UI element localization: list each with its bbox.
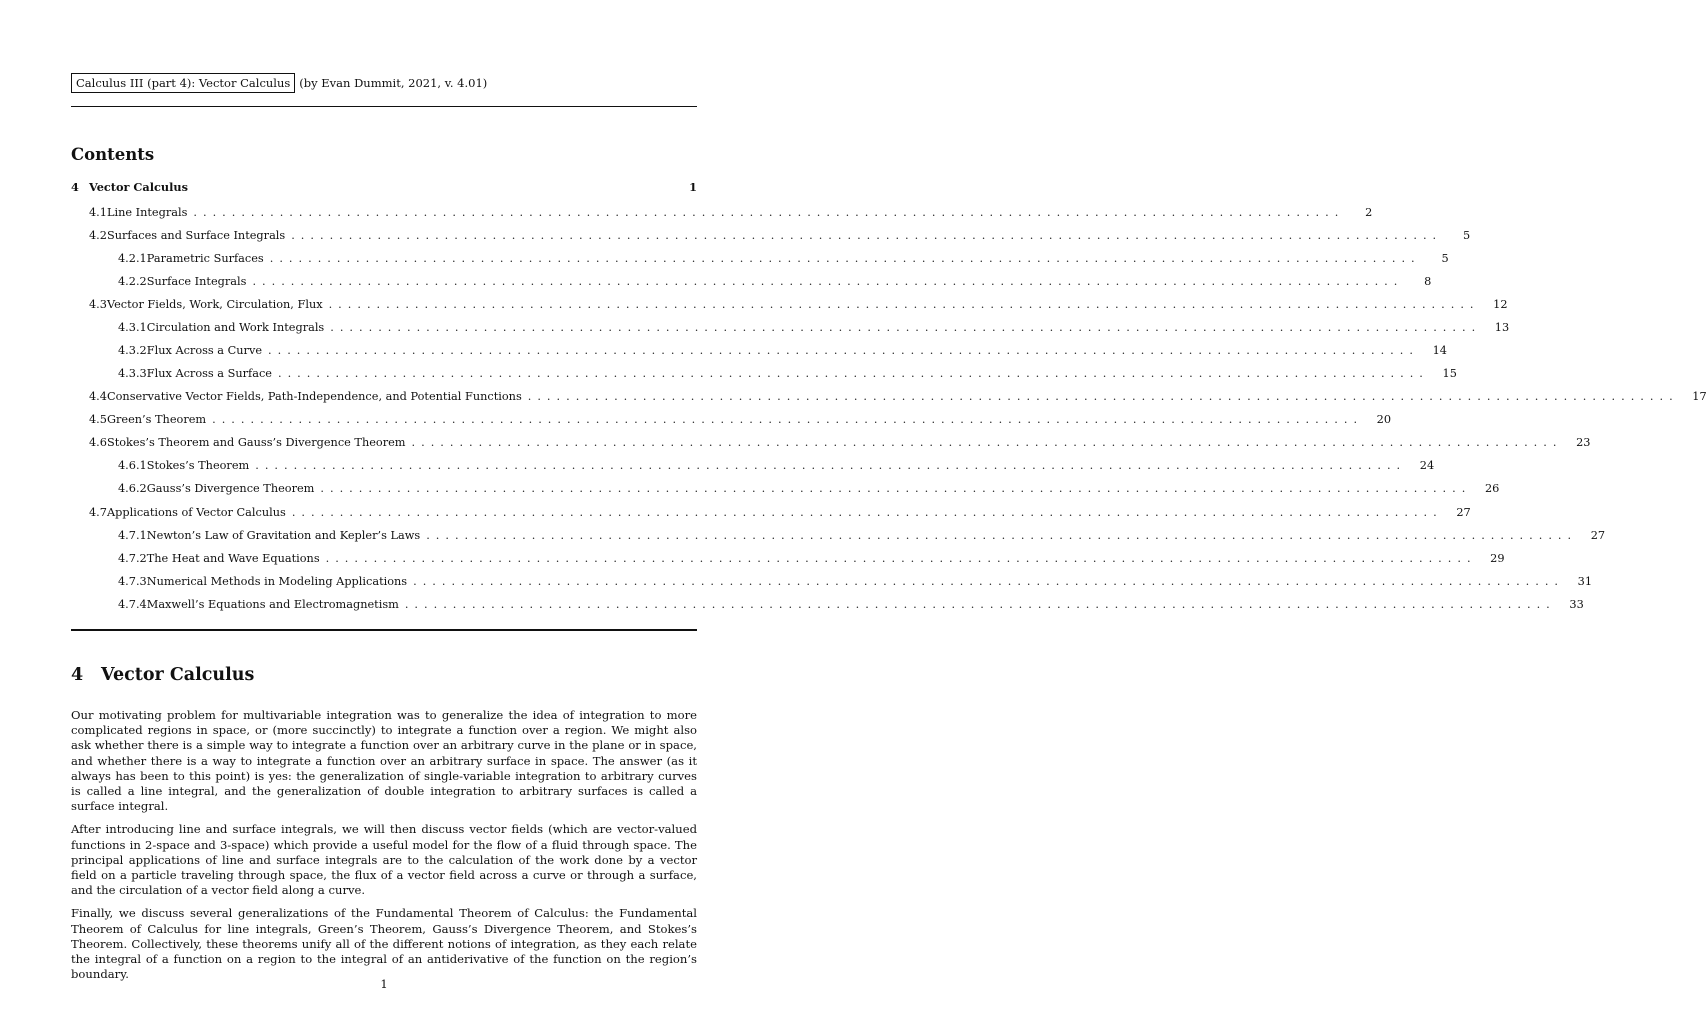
section-heading [71,665,254,685]
toc-entry-page: 14 [1432,344,1447,357]
toc-entry-number: 4.3 [89,298,107,311]
toc-entry[interactable] [71,459,1435,475]
toc-entry-page: 24 [1419,459,1435,472]
toc-entry[interactable] [71,252,1449,268]
toc-entry-page: 27 [1456,506,1471,519]
toc-entry-label: Green’s Theorem [106,413,207,426]
toc-entry-label: Maxwell’s Equations and Electromagnetism [146,598,399,611]
toc-leader-dots: ........................................................................................................................ [269,252,1421,265]
header-byline: (by Evan Dummit, 2021, v. 4.01) [299,76,488,90]
toc-entry-page: 13 [1494,321,1510,334]
toc-entry-number: 4.6 [89,436,107,449]
toc-entry-label: Stokes’s Theorem and Gauss’s Divergence Theorem [106,436,406,449]
toc-entry-label: Flux Across a Curve [146,344,263,357]
toc-entry-page: 26 [1484,482,1500,495]
toc-entry-number: 4.7.4 [118,598,147,611]
header-rule [71,106,697,107]
toc-entry-page: 8 [1424,275,1432,288]
toc-leader-dots: ........................................................................................................................ [255,459,1407,472]
toc-entry[interactable] [71,413,1392,429]
toc-entry-page: 5 [1462,229,1471,242]
toc-entry-number: 4.4 [89,390,107,403]
toc-entry[interactable] [71,206,1373,222]
toc-entry[interactable] [71,482,1500,498]
toc-entry-label: Applications of Vector Calculus [106,506,286,519]
toc-entry-page: 33 [1569,598,1584,611]
toc-entry-number: 4.1 [89,206,107,219]
toc-entry-label: Newton’s Law of Gravitation and Kepler’s Laws [146,529,421,542]
header-boxed-title: Calculus III (part 4): Vector Calculus [71,73,295,93]
toc-entry-number: 4.7 [89,506,107,519]
toc-leader-dots: ........................................................................................................................ [426,529,1578,542]
toc-leader-dots: ........................................................................................................................ [277,367,1429,380]
toc-leader-dots: ........................................................................................................................ [252,275,1404,288]
toc-entry-page: 12 [1493,298,1508,311]
toc-entry-label: Parametric Surfaces [146,252,264,265]
toc-entry-number: 4.3.1 [118,321,147,334]
section-title: Vector Calculus [101,665,255,685]
toc-leader-dots: ........................................................................................................................ [212,413,1364,426]
toc-leader-dots: ........................................................................................................................ [268,344,1419,357]
toc-entry-number: 4.6.1 [118,459,147,472]
toc-entry-label: Flux Across a Surface [146,367,272,380]
toc-entry-label: Vector Calculus [89,180,188,194]
toc-entry-label: Circulation and Work Integrals [146,321,325,334]
toc-entry[interactable] [71,436,1591,452]
toc-leader-dots: ........................................................................................................................ [404,598,1556,611]
toc-entry[interactable] [71,390,1707,406]
toc-entry-page: 2 [1365,206,1373,219]
toc-entry-number: 4.3.3 [118,367,147,380]
toc-entry[interactable] [71,575,1593,591]
toc-leader-dots: ........................................................................................................................ [193,206,1345,219]
toc-entry-label: Surface Integrals [146,275,247,288]
toc-end-rule [71,629,697,631]
section-body [71,708,697,990]
toc-entry-number: 4.2.1 [118,252,147,265]
toc-entry-page: 20 [1376,413,1392,426]
toc-entry-label: Vector Fields, Work, Circulation, Flux [106,298,323,311]
toc-entry[interactable] [71,180,697,196]
toc-entry-label: Stokes’s Theorem [146,459,250,472]
toc-entry-number: 4.2.2 [118,275,147,288]
toc-entry[interactable] [71,229,1471,245]
toc-entry-label: The Heat and Wave Equations [146,552,320,565]
toc-entry[interactable] [71,529,1606,545]
toc-leader-dots: ........................................................................................................................ [291,506,1443,519]
toc-entry-number: 4 [71,180,79,194]
toc-entry-number: 4.5 [89,413,107,426]
toc-leader-dots: ........................................................................................................................ [527,390,1679,403]
toc-leader-dots: ........................................................................................................................ [291,229,1443,242]
document-header [71,73,487,93]
toc-entry-page: 15 [1442,367,1457,380]
toc-entry-label: Line Integrals [106,206,188,219]
toc-entry-label: Surfaces and Surface Integrals [106,229,286,242]
toc-entry[interactable] [71,598,1584,614]
toc-entry[interactable] [71,344,1447,360]
toc-leader-dots: ........................................................................................................................ [320,482,1472,495]
toc-entry-number: 4.6.2 [118,482,147,495]
toc-entry[interactable] [71,506,1471,522]
toc-entry-number: 4.3.2 [118,344,147,357]
toc-entry[interactable] [71,552,1505,568]
toc-entry-page: 23 [1576,436,1591,449]
toc-leader-dots: ........................................................................................................................ [325,552,1477,565]
toc-entry-label: Conservative Vector Fields, Path-Independence, and Potential Functions [106,390,522,403]
toc-title: Contents [71,145,155,164]
section-number: 4 [71,665,84,685]
toc-entry-page: 29 [1490,552,1505,565]
toc-leader-dots: ........................................................................................................................ [413,575,1565,588]
toc-entry-number: 4.7.3 [118,575,147,588]
toc-entry-page: 1 [689,180,697,194]
body-paragraph: Our motivating problem for multivariable integration was to generalize the idea of integration to more complicated regions in space, or (more succinctly) to integrate a function over a region. We might also ask whether there is a simple way to integrate a function over an arbitrary curve in the plane or in space, and whether there is a way to integrate a function over an arbitrary surface in space. The answer (as it always has been to this point) is yes: the generalization of single-variable integration to arbitrary curves is called a line integral, and the generalization of double integration to arbitrary surfaces is called a surface integral. [71,708,697,814]
toc-entry-number: 4.7.1 [118,529,147,542]
toc-entry[interactable] [71,275,1432,291]
page-number: 1 [380,977,388,991]
toc-leader-dots: ........................................................................................................................ [328,298,1480,311]
toc-entry-label: Gauss’s Divergence Theorem [146,482,315,495]
toc-entry[interactable] [71,298,1508,314]
toc-entry-page: 17 [1692,390,1707,403]
body-paragraph: After introducing line and surface integrals, we will then discuss vector fields (which are vector-valued functions in 2-space and 3-space) which provide a useful model for the flow of a fluid through space. The principal applications of line and surface integrals are to the calculation of the work done by a vector field on a particle traveling through space, the flux of a vector field across a curve or through a surface, and the circulation of a vector field along a curve. [71,822,697,898]
toc-entry-number: 4.2 [89,229,107,242]
body-paragraph: Finally, we discuss several generalizations of the Fundamental Theorem of Calculus: the Fundamental Theorem of Calculus for line integrals, Green’s Theorem, Gauss’s Divergence Theorem, and Stokes’s Theorem. Collectively, these theorems unify all of the different notions of integration, as they each relate the integral of a function on a region to the integral of an antiderivative of the function on the region’s boundary. [71,906,697,982]
toc-entry[interactable] [71,367,1457,383]
toc-leader-dots: ........................................................................................................................ [411,436,1563,449]
toc-leader-dots: ........................................................................................................................ [330,321,1482,334]
toc-entry-label: Numerical Methods in Modeling Applications [146,575,408,588]
toc-entry-page: 27 [1590,529,1606,542]
toc-entry-number: 4.7.2 [118,552,147,565]
toc-entry-page: 5 [1441,252,1449,265]
toc-entry[interactable] [71,321,1510,337]
toc-entry-page: 31 [1577,575,1593,588]
